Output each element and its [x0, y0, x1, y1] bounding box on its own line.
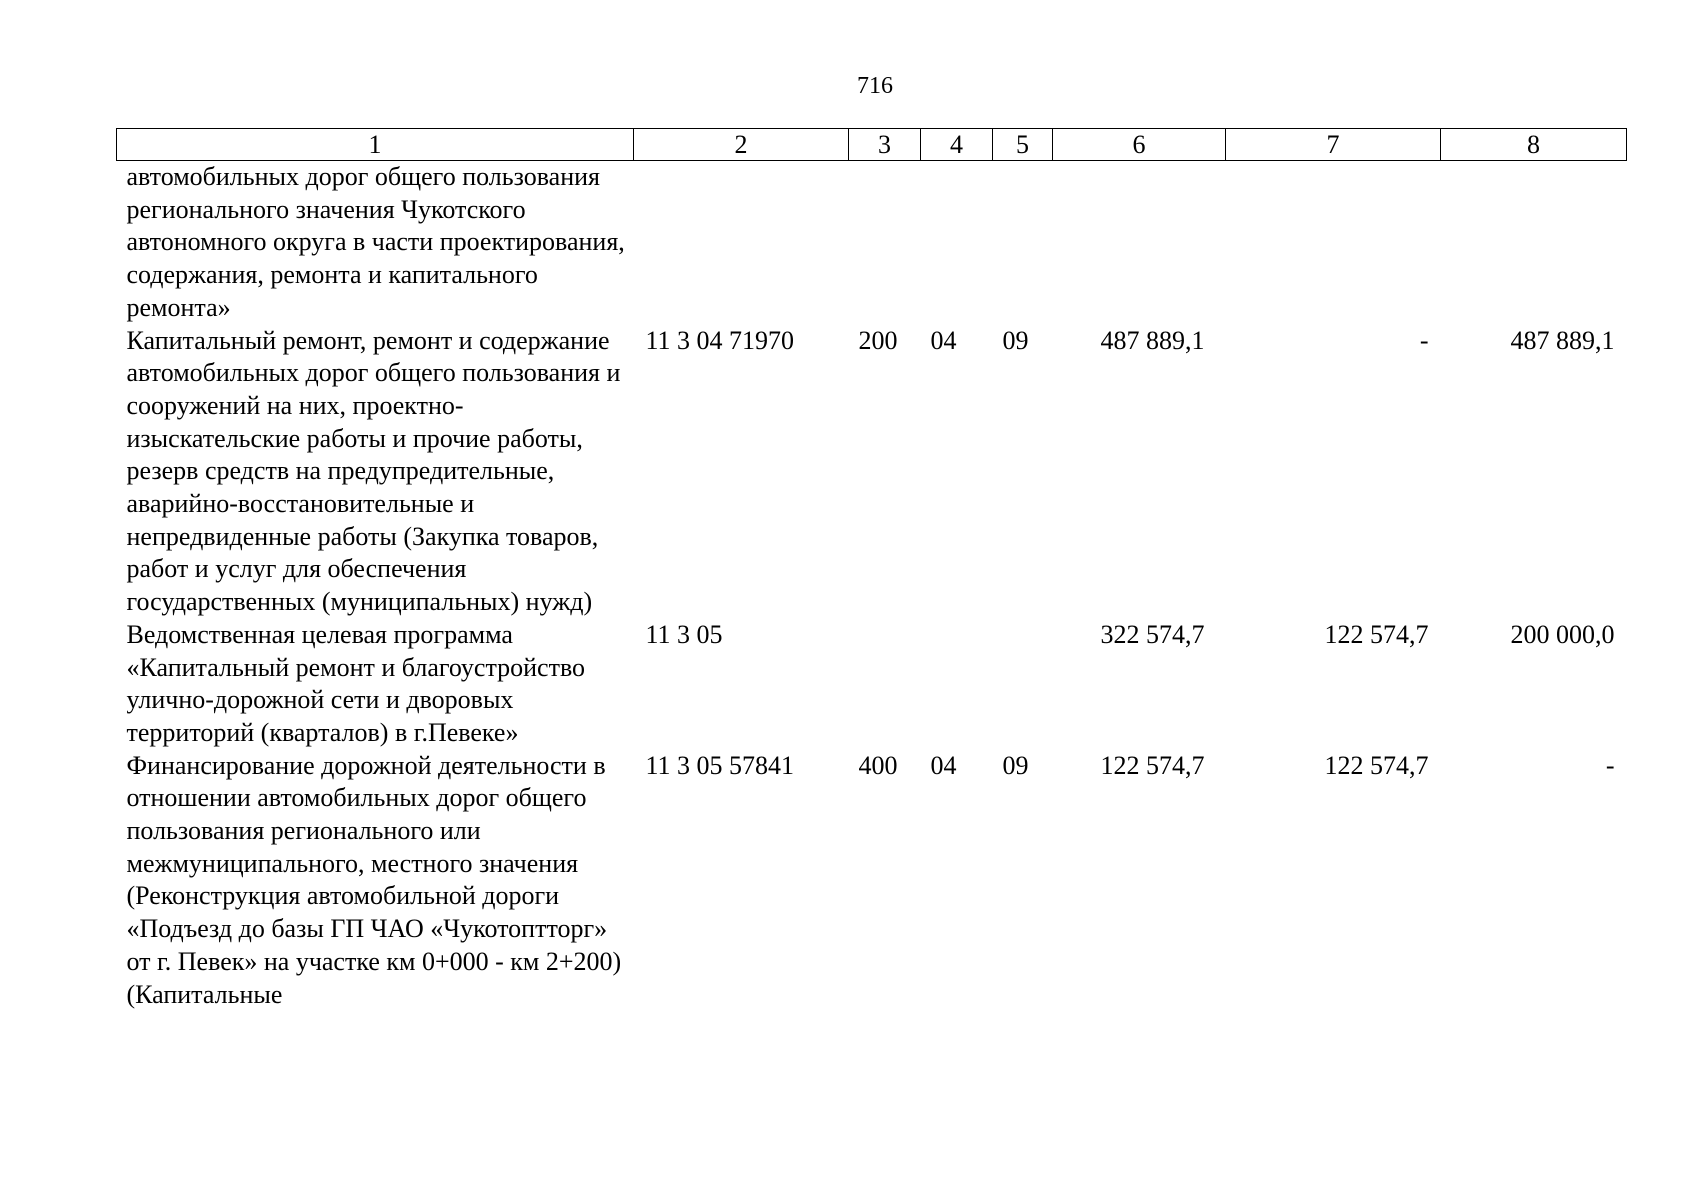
header-col-5: 5 [993, 129, 1053, 161]
row-col-8: 200 000,0 [1510, 619, 1615, 649]
row-col-6 [1053, 161, 1226, 325]
row-name: Финансирование дорожной деятельности в отношении автомобильных дорог общего пользования регионального или межмуниципального, местного значения (Реконструкция автомобильной дороги «Подъезд до базы ГП ЧАО «Чукотоптторг» от г. Певек» на участке км 0+000 - км 2+200) (Капитальные [126, 750, 622, 1009]
header-col-3: 3 [849, 129, 921, 161]
row-col-5: 09 [1002, 325, 1029, 355]
row-col-5 [993, 619, 1053, 750]
row-code: 11 3 04 71970 [645, 325, 795, 355]
row-col-3: 200 [858, 325, 898, 355]
table-row [117, 325, 1627, 619]
row-col-6: 122 574,7 [1100, 750, 1205, 780]
row-col-7 [1226, 161, 1441, 325]
row-col-7: - [1419, 325, 1429, 355]
header-col-7: 7 [1226, 129, 1441, 161]
row-name: автомобильных дорог общего пользования регионального значения Чукотского автономного округа в части проектирования, содержания, ремонта и капитального ремонта» [126, 162, 625, 322]
row-col-7: 122 574,7 [1324, 619, 1429, 649]
table-body [117, 161, 1627, 1012]
header-col-4: 4 [921, 129, 993, 161]
row-col-4 [921, 619, 993, 750]
row-code: 11 3 05 [645, 619, 723, 649]
row-col-5 [993, 161, 1053, 325]
row-col-3 [849, 619, 921, 750]
row-col-4: 04 [930, 325, 957, 355]
header-row [117, 129, 1627, 161]
table-row [117, 750, 1627, 1012]
row-code: 11 3 05 57841 [645, 750, 795, 780]
header-col-1: 1 [117, 129, 634, 161]
row-col-8: 487 889,1 [1510, 325, 1615, 355]
row-col-3 [849, 161, 921, 325]
header-col-8: 8 [1441, 129, 1627, 161]
row-col-5: 09 [1002, 750, 1029, 780]
row-col-3: 400 [858, 750, 898, 780]
row-col-4: 04 [930, 750, 957, 780]
row-name: Ведомственная целевая программа «Капитальный ремонт и благоустройство улично-дорожной сети и дворовых территорий (кварталов) в г.Певеке» [126, 619, 586, 747]
header-col-2: 2 [634, 129, 849, 161]
row-col-7: 122 574,7 [1324, 750, 1429, 780]
row-col-8: - [1605, 750, 1615, 780]
page-number: 716 [857, 73, 893, 99]
row-col-4 [921, 161, 993, 325]
row-name: Капитальный ремонт, ремонт и содержание автомобильных дорог общего пользования и сооружений на них, проектно-изыскательские работы и прочие работы, резерв средств на предупредительные, аварийно-восстановительные и непредвиденные работы (Закупка товаров, работ и услуг для обеспечения государственных (муниципальных) нужд) [126, 325, 621, 617]
table-row [117, 161, 1627, 325]
row-code [634, 161, 849, 325]
table-row [117, 619, 1627, 750]
budget-table [116, 128, 1627, 1011]
row-col-8 [1441, 161, 1627, 325]
row-col-6: 322 574,7 [1100, 619, 1205, 649]
row-col-6: 487 889,1 [1100, 325, 1205, 355]
table-header [117, 129, 1627, 161]
header-col-6: 6 [1053, 129, 1226, 161]
